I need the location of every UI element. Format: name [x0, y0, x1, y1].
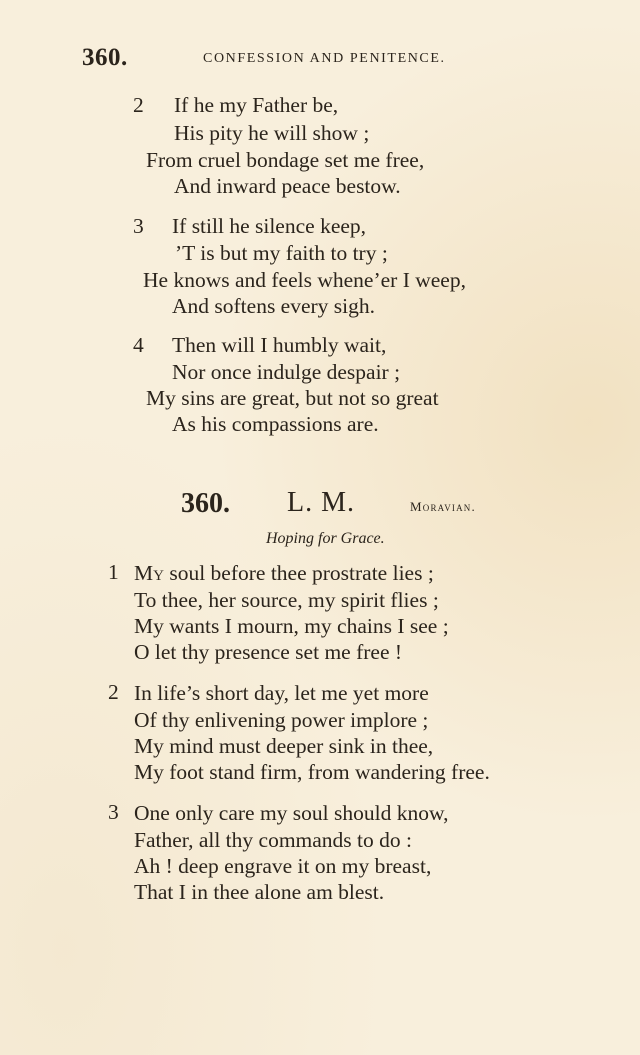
verse-line: That I in thee alone am blest. [134, 880, 385, 904]
drop-word: My [134, 561, 164, 585]
verse-number: 4 [133, 333, 144, 357]
hymn-meter: L. M. [287, 487, 355, 518]
verse-line: In life’s short day, let me yet more [134, 681, 429, 705]
verse-line: O let thy presence set me free ! [134, 640, 403, 664]
verse-line [134, 560, 434, 586]
verse-line: Then will I humbly wait, [172, 333, 387, 357]
verse-line: My sins are great, but not so great [146, 386, 439, 410]
page-number: 360. [82, 44, 128, 71]
hymn-tune: Moravian. [410, 499, 476, 514]
verse-line: Of thy enlivening power implore ; [134, 708, 429, 732]
verse-line: And inward peace bestow. [174, 174, 401, 198]
verse-line: To thee, her source, my spirit flies ; [134, 588, 439, 612]
verse-line: ’T is but my faith to try ; [175, 241, 388, 265]
hymn-number: 360. [181, 488, 230, 519]
verse-line: My foot stand firm, from wandering free. [134, 760, 490, 784]
verse-line: And softens every sigh. [172, 294, 376, 318]
verse-line: Ah ! deep engrave it on my breast, [134, 854, 432, 878]
verse-line: If still he silence keep, [172, 214, 367, 238]
verse-line-rest: soul before thee prostrate lies ; [163, 561, 434, 585]
verse-line: One only care my soul should know, [134, 801, 449, 825]
verse-line: From cruel bondage set me free, [146, 148, 425, 172]
verse-number: 3 [133, 214, 144, 238]
verse-line: He knows and feels whene’er I weep, [143, 268, 466, 292]
verse-line: If he my Father be, [174, 93, 339, 117]
verse-number: 3 [108, 800, 119, 824]
verse-line: My mind must deeper sink in thee, [134, 734, 434, 758]
verse-line: As his compassions are. [172, 412, 379, 436]
hymn-subtitle: Hoping for Grace. [266, 530, 385, 547]
verse-line: Nor once indulge despair ; [172, 360, 401, 384]
verse-number: 1 [108, 560, 119, 584]
running-title: CONFESSION AND PENITENCE. [203, 51, 446, 66]
verse-number: 2 [133, 93, 144, 117]
verse-number: 2 [108, 680, 119, 704]
verse-line: Father, all thy commands to do : [134, 828, 412, 852]
verse-line: My wants I mourn, my chains I see ; [134, 614, 449, 638]
verse-line: His pity he will show ; [174, 121, 370, 145]
